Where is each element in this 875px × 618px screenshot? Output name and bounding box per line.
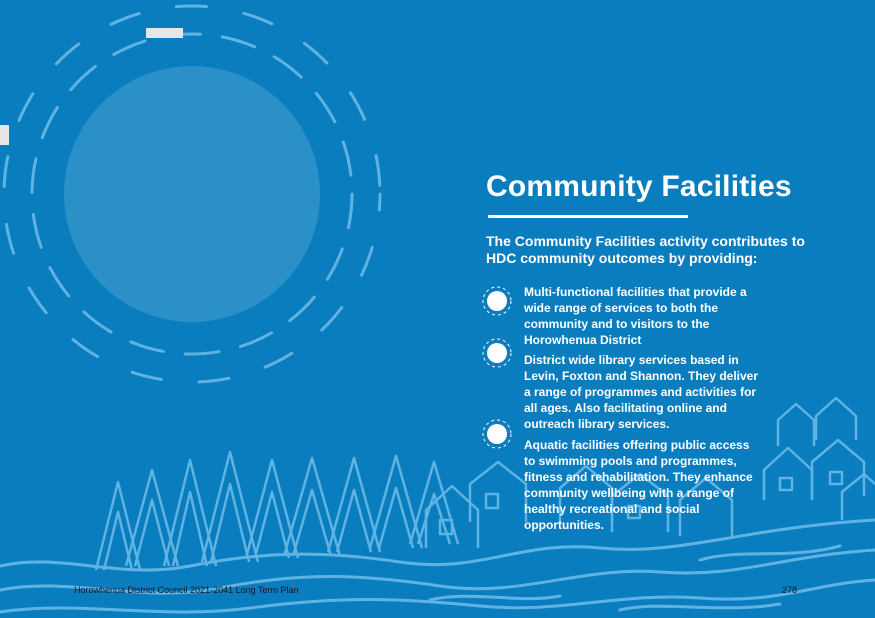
- bullet-circle-icon: [482, 286, 512, 316]
- page-title: Community Facilities: [486, 170, 792, 203]
- bullet-circle-icon: [482, 419, 512, 449]
- page-tab-top: [146, 28, 183, 38]
- bullet-circle-icon: [482, 338, 512, 368]
- sun-illustration: [4, 6, 380, 382]
- list-item-text: Aquatic facilities offering public access to swimming pools and programmes, fitness and rehabilitation. They enhance community wellbeing with a range of healthy recreational and social opportunities.: [524, 438, 753, 532]
- intro-text: The Community Facilities activity contributes to HDC community outcomes by providing:: [486, 233, 805, 266]
- page-tab-left: [0, 125, 9, 145]
- list-item-text: District wide library services based in Levin, Foxton and Shannon. They deliver a range of programmes and activities for all ages. Also facilitating online and outreach library services.: [524, 353, 759, 431]
- title-underline: [488, 215, 688, 218]
- footer-page-number: 278: [782, 585, 798, 595]
- footer-document-title: Horowhenua District Council 2021-2041 Long Term Plan: [74, 585, 299, 595]
- list-item-text: Multi-functional facilities that provide a wide range of services to both the community and to visitors to the Horowhenua District: [524, 285, 747, 347]
- forest-illustration: [96, 452, 458, 570]
